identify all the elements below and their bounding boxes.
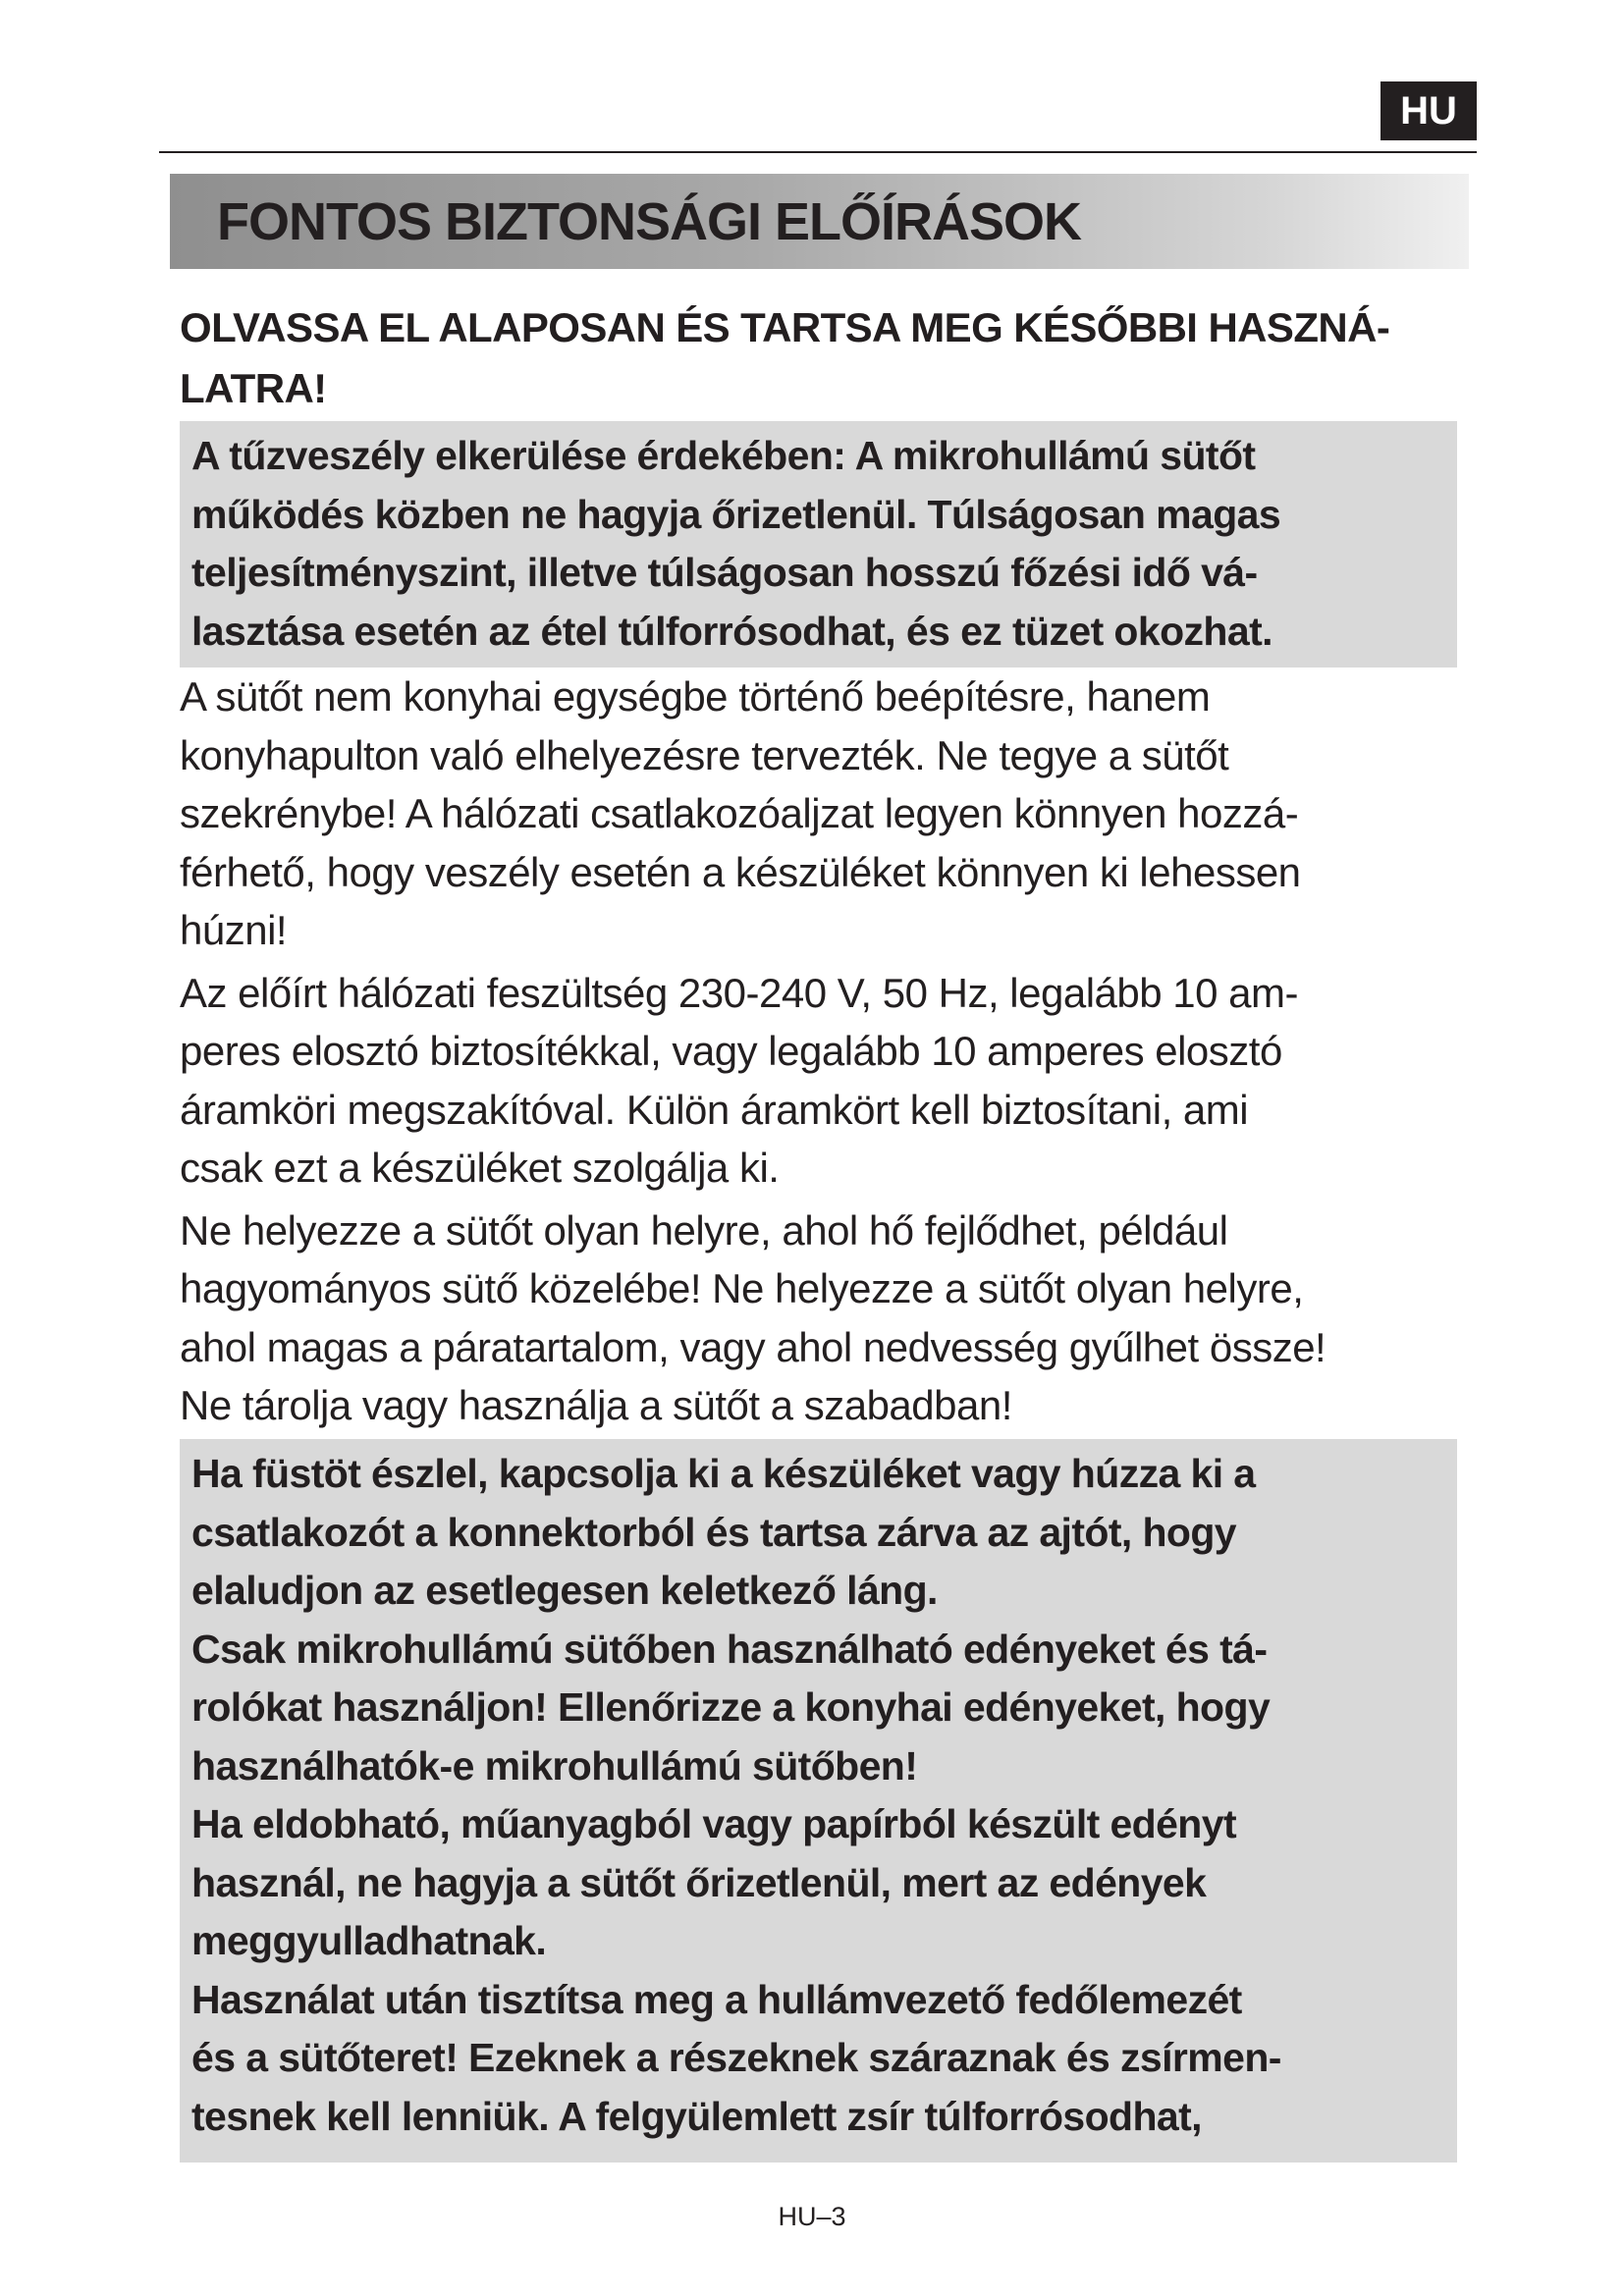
page-number: HU–3 xyxy=(778,2202,846,2231)
text-line: Ha eldobható, műanyagból vagy papírból készült edényt xyxy=(191,1801,1237,1846)
text-line: Ne tárolja vagy használja a sütőt a szabadban! xyxy=(180,1382,1012,1428)
text-line: szekrénybe! A hálózati csatlakozóaljzat legyen könnyen hozzá- xyxy=(180,790,1299,836)
language-badge: HU xyxy=(1380,81,1477,140)
text-line: húzni! xyxy=(180,907,288,953)
section-title: FONTOS BIZTONSÁGI ELŐÍRÁSOK xyxy=(217,192,1082,251)
text-line: működés közben ne hagyja őrizetlenül. Túlságosan magas xyxy=(191,491,1281,537)
text-line: lasztása esetén az étel túlforrósodhat, és ez tüzet okozhat. xyxy=(191,608,1272,654)
text-line: meggyulladhatnak. xyxy=(191,1918,547,1963)
paragraph xyxy=(191,1795,1445,1971)
text-line: csatlakozót a konnektorból és tartsa zárva az ajtót, hogy xyxy=(191,1509,1237,1555)
text-line: Ne helyezze a sütőt olyan helyre, ahol hő fejlődhet, például xyxy=(180,1206,1228,1254)
paragraph xyxy=(191,427,1445,661)
paragraph xyxy=(180,667,1457,960)
text-line: tesnek kell lenniük. A felgyülemlett zsír túlforrósodhat, xyxy=(191,2093,1202,2139)
text-line: Használat után tisztítsa meg a hullámvezető fedőlemezét xyxy=(191,1976,1242,2022)
paragraph xyxy=(191,1445,1445,1621)
section-title-bar xyxy=(170,174,1469,269)
text-line: és a sütőteret! Ezeknek a részeknek száraznak és zsírmen- xyxy=(191,2035,1281,2080)
body-text xyxy=(180,667,1457,1439)
paragraph xyxy=(191,1621,1445,1796)
text-line: csak ezt a készüléket szolgálja ki. xyxy=(180,1145,780,1191)
safety-warning-box xyxy=(180,1439,1457,2163)
text-line: Az előírt hálózati feszültség 230-240 V, 50 Hz, legalább 10 am- xyxy=(180,969,1298,1016)
header-divider xyxy=(159,151,1477,153)
text-line: áramköri megszakítóval. Külön áramkört kell biztosítani, ami xyxy=(180,1086,1249,1133)
text-line: peres elosztó biztosítékkal, vagy legalább 10 amperes elosztó xyxy=(180,1028,1282,1074)
text-line: A sütőt nem konyhai egységbe történő beépítésre, hanem xyxy=(180,673,1211,720)
text-line: ahol magas a páratartalom, vagy ahol nedvesség gyűlhet össze! xyxy=(180,1323,1326,1370)
text-line: használhatók-e mikrohullámú sütőben! xyxy=(191,1742,918,1789)
text-line: rolókat használjon! Ellenőrizze a konyhai edényeket, hogy xyxy=(191,1684,1271,1730)
text-line: konyhapulton való elhelyezésre tervezték. Ne tegye a sütőt xyxy=(180,731,1229,778)
text-line: hagyományos sütő közelébe! Ne helyezze a sütőt olyan helyre, xyxy=(180,1265,1304,1311)
text-line: Csak mikrohullámú sütőben használható edényeket és tá- xyxy=(191,1626,1268,1672)
read-carefully-heading xyxy=(180,297,1389,419)
text-line: használ, ne hagyja a sütőt őrizetlenül, mert az edények xyxy=(191,1859,1207,1905)
text-line: elaludjon az esetlegesen keletkező láng. xyxy=(191,1568,938,1613)
paragraph xyxy=(191,1971,1445,2147)
text-line: Ha füstöt észlel, kapcsolja ki a készüléket vagy húzza ki a xyxy=(191,1451,1256,1496)
heading-line: LATRA! xyxy=(180,365,327,411)
paragraph xyxy=(180,1201,1457,1435)
text-line: teljesítményszint, illetve túlságosan hosszú főzési idő vá- xyxy=(191,550,1258,595)
heading-line: OLVASSA EL ALAPOSAN ÉS TARTSA MEG KÉSŐBBI HASZNÁ- xyxy=(180,304,1390,350)
text-line: férhető, hogy veszély esetén a készüléket könnyen ki lehessen xyxy=(180,848,1301,895)
fire-warning-box xyxy=(180,421,1457,667)
text-line: A tűzveszély elkerülése érdekében: A mikrohullámú sütőt xyxy=(191,433,1256,478)
paragraph xyxy=(180,964,1457,1198)
